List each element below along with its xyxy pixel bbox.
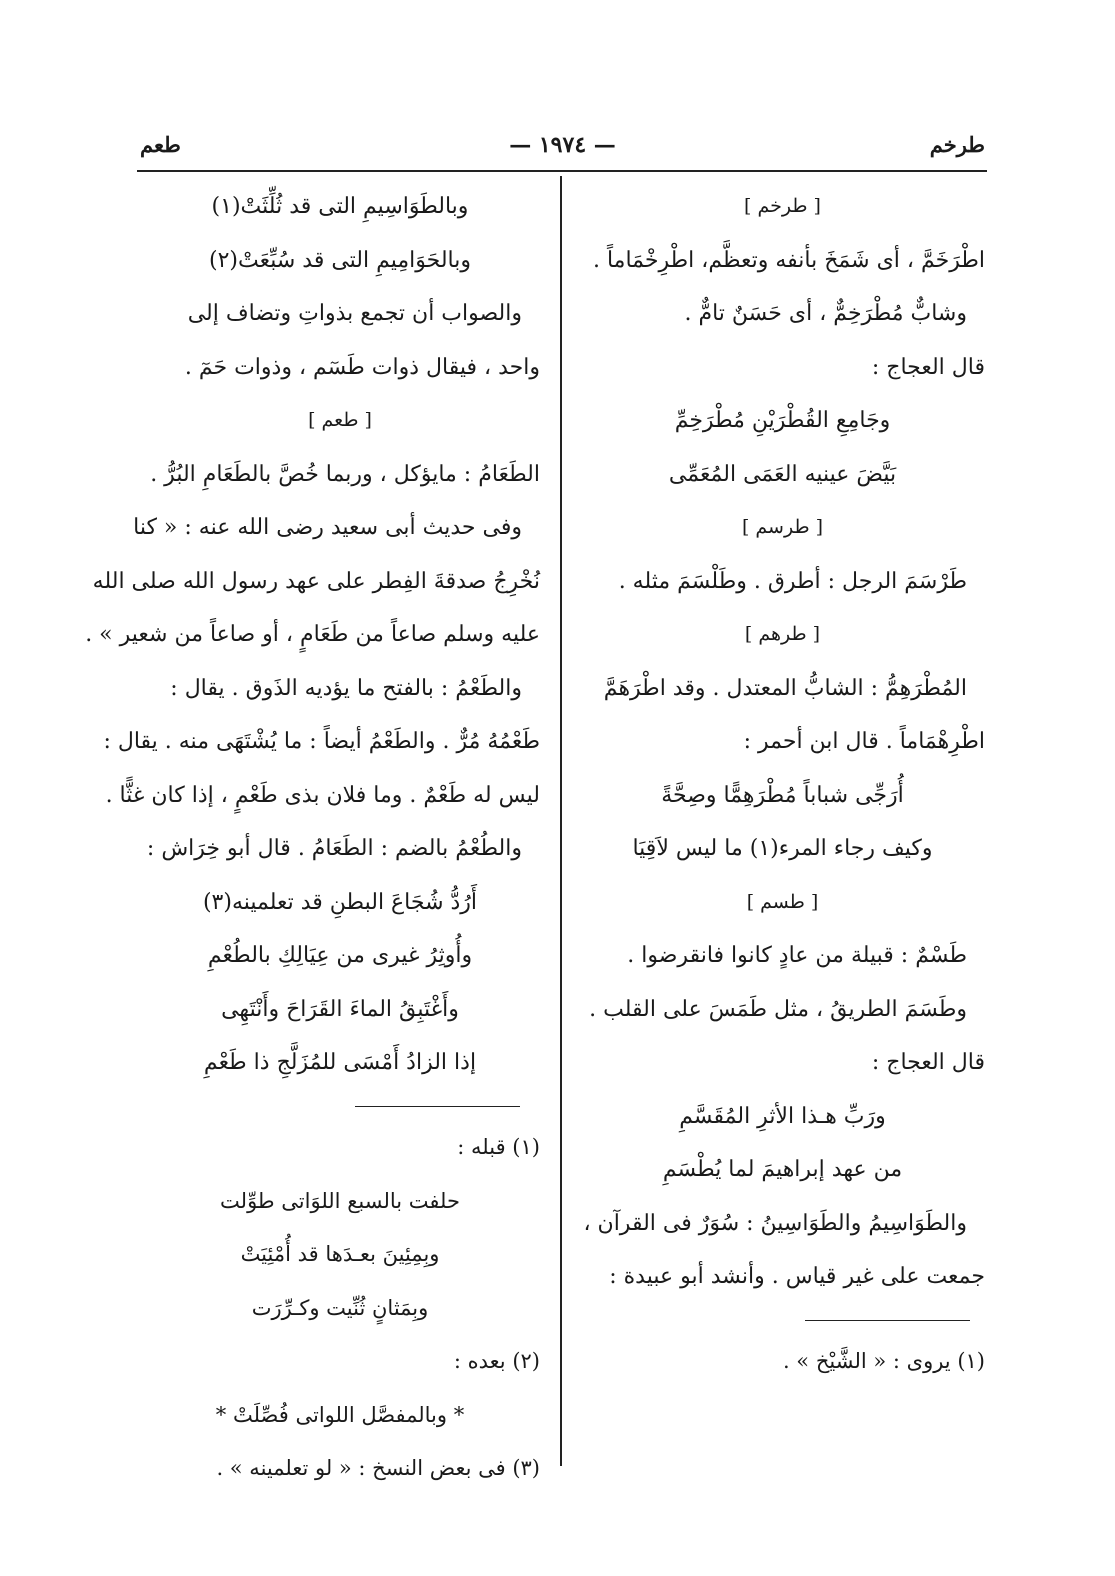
text-line: اطْرَخَمَّ ، أى شَمَخَ بأنفه وتعظَّم، اطْرِخْمَاماً . [592,247,985,273]
text-line: وفى حديث أبى سعيد رضى الله عنه : « كنا [133,515,522,540]
footnote-rule [355,1106,520,1108]
text-line: المُطْرَهِمُّ : الشابُّ المعتدل . وقد اطْرَهَمَّ [603,675,967,701]
verse-line: وجَامِعِ القُطْرَيْنِ مُطْرَخِمِّ [674,408,891,433]
entry-heading: [ طسم ] [746,890,819,913]
footnote-rule [805,1320,970,1322]
verse-line: وبالطَوَاسِيمِ التى قد ثُلِّثَتْ(١) [211,194,469,219]
text-line: والطُعْمُ بالضم : الطَعَامُ . قال أبو خِرَاش : [146,836,522,861]
verse-line: أُرَجِّى شباباً مُطْرَهِمًّا وصِحَّةً [661,782,904,808]
page-header [140,132,985,168]
text-line: وشابٌّ مُطْرَخِمٌّ ، أى حَسَنٌ تامٌّ . [684,301,967,326]
header-left-word: طعم [140,132,181,157]
footnote-verse: وبِمِئِينَ بعـدَها قد أُمْئِيَتْ [240,1242,440,1266]
verse-line: أَرُدُّ شُجَاعَ البطنِ قد تعلمينه(٣) [202,889,478,915]
header-rule [137,170,987,172]
text-line: قال العجاج : [871,354,985,380]
column-divider [560,176,562,1466]
text-line: ليس له طَعْمٌ . وما فلان بذى طَعْمٍ ، إذا كان غثًّا . [105,782,540,808]
text-line: والطَوَاسِيمُ والطَوَاسِينُ : سُوَرٌ فى القرآن ، [583,1210,967,1236]
text-line: والصواب أن تجمع بذواتِ وتضاف إلى [187,301,522,326]
entry-heading: [ طعم ] [308,409,372,431]
entry-heading: [ طرسم ] [741,516,824,538]
verse-line: وأُوثِرُ غيرى من عِيَالِكِ بالطُعْمِ [207,943,473,968]
verse-line: وبالحَوَامِيمِ التى قد سُبِّعَتْ(٢) [208,247,472,273]
footnote-verse: حلفت بالسبع اللوَاتى طوِّلت [220,1188,460,1213]
entry-heading: [ طرخم ] [744,195,821,217]
verse-line: بَيَّضَ عينيه العَمَى المُعَمِّى [668,461,897,487]
verse-line: ورَبِّ هـذا الأثرِ المُقَسَّمِ [679,1103,886,1129]
verse-line: من عهد إبراهيمَ لما يُطْسَمِ [662,1157,903,1182]
entry-heading: [ طرهم ] [744,623,821,645]
footnote: (٢) بعده : [453,1349,540,1373]
footnote: (١) يروى : « الشَّيْخ » . [782,1349,985,1373]
header-right-word: طرخم [929,132,985,157]
footnote-verse: وبِمَثانٍ ثُنِّيت وكـرِّرَت [251,1295,429,1320]
text-line: وطَسَمَ الطريقُ ، مثل طَمَسَ على القلب . [589,996,967,1022]
page-number: — ١٩٧٤ — [509,132,616,158]
text-line: طَعْمُهُ مُرٌّ . والطَعْمُ أيضاً : ما يُشْتَهَى منه . يقال : [103,729,540,754]
footnote-verse: * وبالمفصَّل اللواتى فُصِّلَتْ * [215,1402,465,1427]
text-line: جمعت على غير قياس . وأنشد أبو عبيدة : [609,1264,985,1289]
text-line: عليه وسلم صاعاً من طَعَامٍ ، أو صاعاً من شعير » . [85,622,540,647]
text-line: طَرْسَمَ الرجل : أطرق . وطَلْسَمَ مثله . [618,568,967,594]
left-column [85,180,540,1496]
text-line: واحد ، فيقال ذوات طَسٓم ، وذوات حَمٓ . [184,354,540,380]
footnote: (٣) فى بعض النسخ : « لو تعلمينه » . [216,1456,540,1480]
right-column [580,180,985,1389]
text-line: الطَعَامُ : مايؤكل ، وربما خُصَّ بالطَعَامِ البُرُّ . [150,461,540,487]
verse-line: وأَغْتَبِقُ الماءَ القَرَاحَ وأَنْتَهِى [221,996,459,1022]
verse-line: وكيف رجاء المرء(١) ما ليس لاَقِيَا [632,836,933,861]
text-line: والطَعْمُ : بالفتح ما يؤديه الذَوق . يقال : [170,675,522,701]
text-line: اطْرِهْمَاماً . قال ابن أحمر : [743,729,985,754]
footnote: (١) قبله : [457,1135,540,1159]
verse-line: إذا الزادُ أَمْسَى للمُزَلَّجِ ذا طَعْمِ [203,1050,477,1075]
text-line: طَسْمٌ : قبيلة من عادٍ كانوا فانقرضوا . [627,943,967,968]
text-line: نُخْرِجُ صدقةَ الفِطر على عهد رسول الله صلى الله [92,568,540,594]
text-line: قال العجاج : [871,1050,985,1075]
